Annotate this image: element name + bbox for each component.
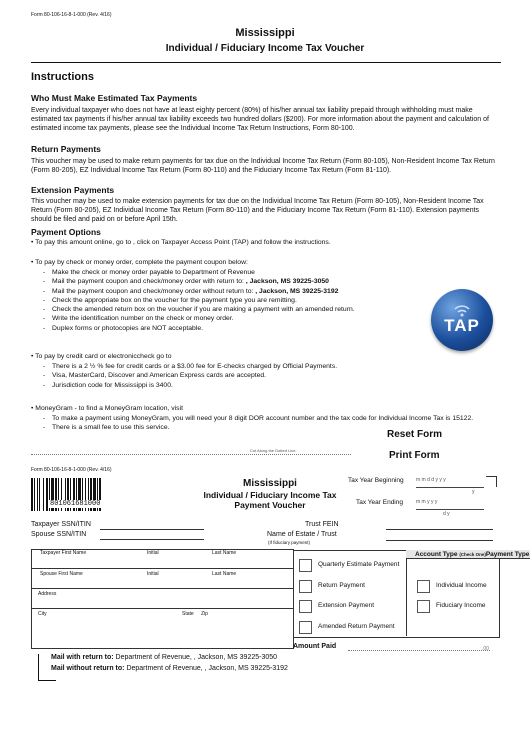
amount-cents: .00 xyxy=(482,646,489,652)
return-payment-label: Return Payment xyxy=(318,582,365,589)
title-rule xyxy=(31,62,501,63)
list-item: - Check the amended return box on the voucher if you are making a payment with an amended return. xyxy=(43,305,483,314)
form-state: Mississippi xyxy=(235,27,295,39)
corner-mark xyxy=(486,476,497,487)
address-bracket xyxy=(38,654,39,680)
state-label: State xyxy=(182,611,194,617)
who-text: Every individual taxpayer who does not have at least eighty percent (80%) of his/her annual tax liability prepaid through withholding must make estimated tax payments if his/her annual tax liability exceeds two hundred dollars ($200). For more information about the payment and calculation of estimated income tax payments, please see the Individual Income Tax Return Instructions, Form 80-100. xyxy=(31,107,489,132)
trust-fein-input[interactable] xyxy=(386,529,493,530)
name-estate-label: Name of Estate / Trust xyxy=(267,531,337,538)
address-input[interactable] xyxy=(33,597,289,607)
mail-with-return: Mail with return to: Department of Revenue, , Jackson, MS 39225-3050 xyxy=(51,654,278,661)
taxpayer-ssn-label: Taxpayer SSN/ITIN xyxy=(31,521,91,528)
date-hint-year: y xyxy=(472,489,475,495)
quarterly-estimate-label: Quarterly Estimate Payment xyxy=(318,561,400,568)
barcode xyxy=(31,478,123,511)
amended-return-checkbox[interactable] xyxy=(299,621,312,634)
amount-paid-input[interactable] xyxy=(348,650,490,651)
list-item: - Write the identification number on the check or money order. xyxy=(43,314,483,323)
taxpayer-ssn-input[interactable] xyxy=(100,529,204,530)
row-divider xyxy=(31,608,293,609)
list-item: - Mail the payment coupon and check/money order without return to: , Jackson, MS 39225-3192 xyxy=(43,287,483,296)
card-option: • To pay by credit card or electroniccheck go to xyxy=(31,353,172,360)
online-text: To pay this amount online, go to , click on Taxpayer Access Point (TAP) and follow the instructions. xyxy=(35,239,331,246)
barcode-bar xyxy=(37,478,38,511)
barcode-bar xyxy=(43,478,44,511)
return-payment-checkbox[interactable] xyxy=(299,580,312,593)
moneygram-intro: MoneyGram - to find a MoneyGram location, visit xyxy=(35,405,183,412)
taxpayer-name-input[interactable] xyxy=(33,556,289,567)
address-label: Address xyxy=(38,591,57,597)
fiduciary-note: (If fiduciary payment) xyxy=(268,540,311,545)
individual-income-label: Individual Income xyxy=(436,582,487,589)
page-title: Individual / Fiduciary Income Tax Voucher xyxy=(165,43,365,54)
list-item: - Check the appropriate box on the voucher for the payment type you are remitting. xyxy=(43,296,483,305)
list-item: - Make the check or money order payable to Department of Revenue xyxy=(43,268,483,277)
city-label: City xyxy=(38,611,47,617)
tap-label: TAP xyxy=(444,316,480,335)
list-item: - Visa, MasterCard, Discover and American Express cards are accepted. xyxy=(43,371,483,380)
barcode-bar xyxy=(34,478,35,511)
last-name-label: Last Name xyxy=(212,571,237,577)
instructions-heading: Instructions xyxy=(31,71,94,83)
tax-year-ending-input[interactable]: m m y y y xyxy=(416,498,484,510)
initial-label: Initial xyxy=(147,550,159,556)
check-list xyxy=(43,268,483,333)
barcode-number: 801061681000 xyxy=(50,500,101,508)
taxpayer-first-name-label: Taxpayer First Name xyxy=(40,550,87,556)
barcode-bar xyxy=(46,478,48,511)
check-option: • To pay by check or money order, complete the payment coupon below: xyxy=(31,259,248,266)
account-type-label: Account Type (Check One)Payment Type xyxy=(415,551,530,558)
payment-options-heading: Payment Options xyxy=(31,227,101,237)
fiduciary-income-checkbox[interactable] xyxy=(417,600,430,613)
reset-form-button[interactable]: Reset Form xyxy=(387,429,443,440)
moneygram-option: • MoneyGram - to find a MoneyGram location, visit xyxy=(31,405,183,412)
voucher-title-line2: Payment Voucher xyxy=(234,500,306,510)
tax-year-ending-label: Tax Year Ending xyxy=(356,499,403,506)
city-state-zip-input[interactable] xyxy=(33,617,289,629)
address-bracket xyxy=(38,680,56,681)
card-list xyxy=(43,362,483,390)
list-item: - Duplex forms or photocopies are NOT acceptable. xyxy=(43,324,483,333)
tap-logo[interactable] xyxy=(431,289,493,351)
spouse-ssn-label: Spouse SSN/ITIN xyxy=(31,531,87,538)
trust-fein-label: Trust FEIN xyxy=(305,521,339,528)
mail-without-return: Mail without return to: Department of Revenue, , Jackson, MS 39225-3192 xyxy=(51,665,288,672)
amount-paid-label: Amount Paid xyxy=(293,643,337,650)
list-item: - To make a payment using MoneyGram, you will need your 8 digit DOR account number and the tax code for Individual Income Tax is 15122. xyxy=(43,414,503,423)
individual-income-checkbox[interactable] xyxy=(417,580,430,593)
cut-line xyxy=(31,454,351,455)
print-form-button[interactable]: Print Form xyxy=(389,450,440,461)
initial-label: Initial xyxy=(147,571,159,577)
extension-heading: Extension Payments xyxy=(31,185,115,195)
row-divider xyxy=(31,568,293,569)
zip-label: Zip xyxy=(201,611,208,617)
cut-line-label: Cut Along the Dotted Line xyxy=(250,448,296,453)
who-heading: Who Must Make Estimated Tax Payments xyxy=(31,93,198,103)
tax-year-beginning-label: Tax Year Beginning xyxy=(348,477,404,484)
voucher-title-line1: Individual / Fiduciary Income Tax xyxy=(203,490,337,500)
card-intro: To pay by credit card or electroniccheck go to xyxy=(35,353,172,360)
spouse-ssn-input[interactable] xyxy=(100,539,204,540)
barcode-bar xyxy=(39,478,40,511)
fiduciary-income-label: Fiduciary Income xyxy=(436,602,486,609)
spouse-first-name-label: Spouse First Name xyxy=(40,571,83,577)
extension-payment-checkbox[interactable] xyxy=(299,600,312,613)
last-name-label: Last Name xyxy=(212,550,237,556)
list-item: - Mail the payment coupon and check/money order with return to: , Jackson, MS 39225-3050 xyxy=(43,277,483,286)
amended-return-label: Amended Return Payment xyxy=(318,623,395,630)
row-divider xyxy=(31,588,293,589)
list-item: - Jurisdiction code for Mississippi is 3400. xyxy=(43,381,483,390)
form-number: Form 80-106-16-8-1-000 (Rev. 4/16) xyxy=(31,12,112,18)
date-hint-ending: d y xyxy=(443,511,450,517)
voucher-form-number: Form 80-106-16-8-1-000 (Rev. 4/16) xyxy=(31,467,112,473)
barcode-bar xyxy=(31,478,33,511)
name-estate-input[interactable] xyxy=(386,540,493,541)
return-text: This voucher may be used to make return payments for tax due on the Individual Income Tax Return (Form 80-105), Non-Resident Income Tax Return (Form 80-205), EZ Individual Income Tax Return (Form 80-110) and the Fiduciary Income Tax Return (Form 81-110). xyxy=(31,158,495,174)
spouse-name-input[interactable] xyxy=(33,577,289,587)
list-item: - There is a 2 ½ % fee for credit cards or a $3.00 fee for E-checks charged by Official Payments. xyxy=(43,362,483,371)
column-divider xyxy=(406,550,407,636)
extension-text: This voucher may be used to make extension payments for tax due on the Individual Income Tax Return (Form 80-105), Non-Resident Income Tax Return (Form 80-205), EZ Individual Income Tax Return (Form 80-110) and the Fiduciary Income Tax Return (Form 81-110). Extension payments should be filed and paid on or before April 15th. xyxy=(31,198,484,223)
list-item: - There is a small fee to use this service. xyxy=(43,423,503,432)
extension-payment-label: Extension Payment xyxy=(318,602,375,609)
voucher-state: Mississippi xyxy=(243,478,297,489)
tax-year-beginning-input[interactable]: m m d d y y y xyxy=(416,476,484,488)
return-heading: Return Payments xyxy=(31,144,101,154)
online-option: • To pay this amount online, go to , click on Taxpayer Access Point (TAP) and follow the instructions. xyxy=(31,239,331,246)
quarterly-estimate-checkbox[interactable] xyxy=(299,559,312,572)
check-intro: To pay by check or money order, complete the payment coupon below: xyxy=(35,259,248,266)
